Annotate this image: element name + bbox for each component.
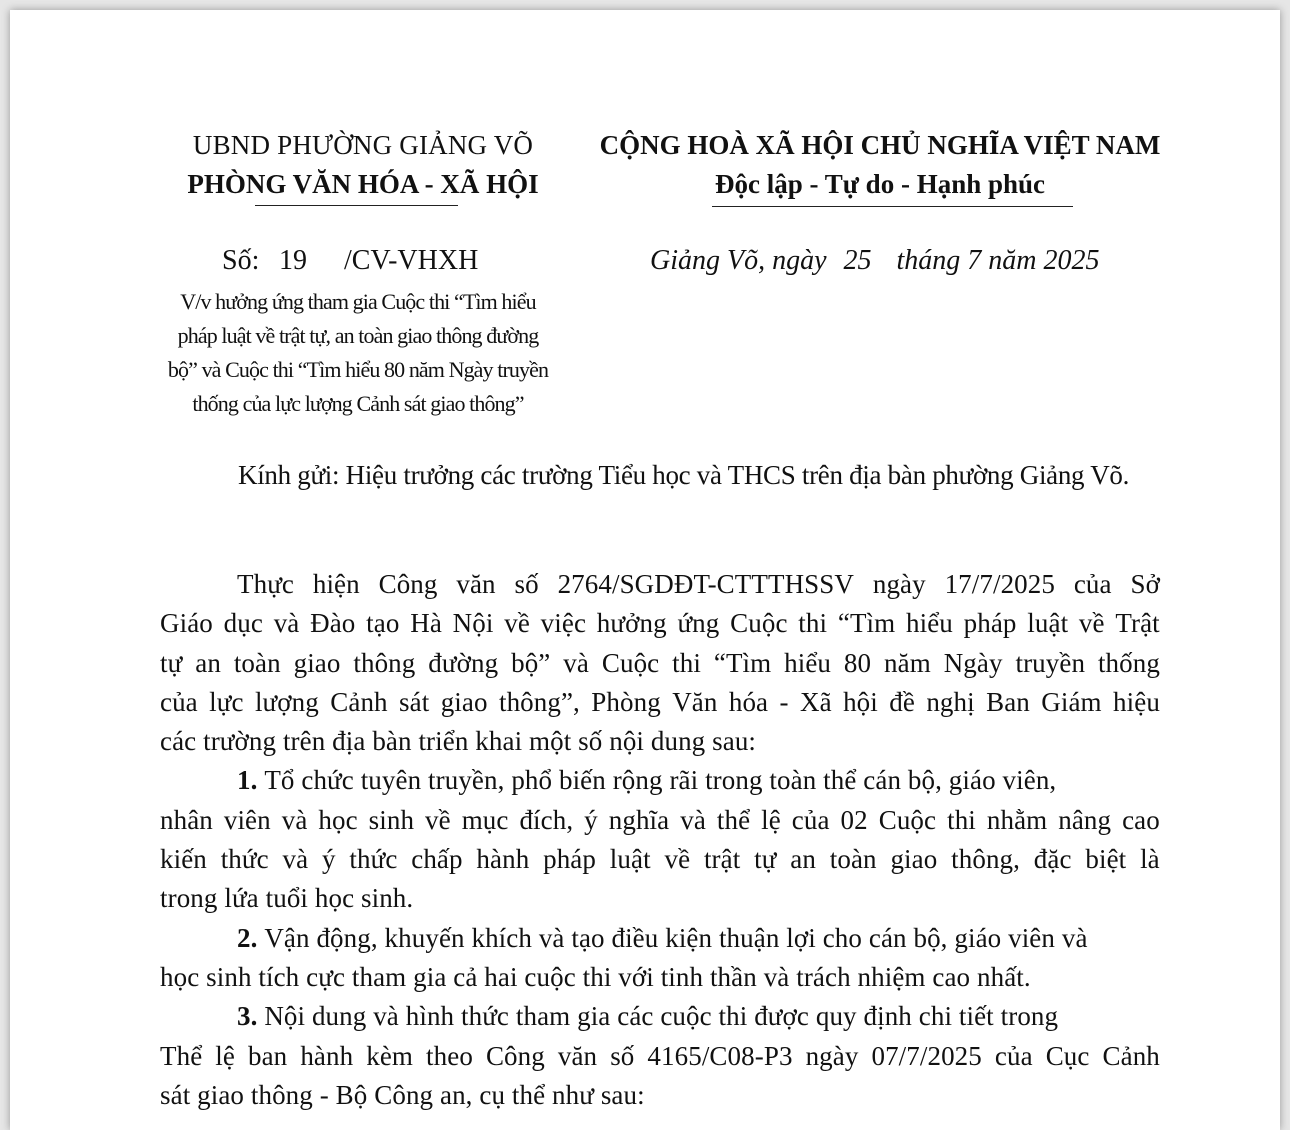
word: ứng — [677, 608, 720, 639]
reference-number: 19 — [279, 245, 307, 276]
word: về — [425, 804, 451, 835]
word: sát — [399, 686, 430, 717]
word: an — [790, 844, 816, 875]
word: nghị — [926, 686, 975, 717]
word: Công — [378, 569, 438, 599]
document-body — [160, 565, 1160, 1115]
recipient-line: Kính gửi: Hiệu trưởng các trường Tiểu học và THCS trên địa bàn phường Giảng Võ. — [238, 460, 1130, 490]
subject-line: pháp luật về trật tự, an toàn giao thông đường — [177, 323, 539, 348]
word: Cuộc — [601, 647, 660, 678]
body-line — [160, 1037, 1160, 1076]
word: đường — [428, 647, 499, 678]
word: Cuộc — [878, 804, 937, 835]
word: và — [282, 844, 309, 875]
word: pháp — [963, 608, 1017, 639]
body-line — [160, 683, 1160, 722]
word: giao — [890, 844, 938, 875]
word: của — [994, 1040, 1033, 1071]
word: thông — [353, 647, 416, 678]
word: nhằm — [986, 804, 1048, 835]
word: hành — [300, 1040, 354, 1071]
word: ngày — [872, 569, 926, 599]
word: - — [779, 686, 789, 717]
word: giao — [440, 686, 488, 717]
word: số — [514, 569, 539, 599]
word: đề — [889, 686, 915, 717]
item-2-first-line — [160, 919, 1160, 958]
word: lệ — [215, 1040, 235, 1071]
department-underline — [255, 205, 458, 206]
body-line: Tổ chức tuyên truyền, phổ biến rộng rãi trong toàn thể cán bộ, giáo viên, — [264, 765, 1057, 796]
word: đặc — [1033, 844, 1072, 875]
word: Giáo — [160, 608, 213, 639]
word: Cục — [1045, 1040, 1090, 1071]
subject-line: V/v hưởng ứng tham gia Cuộc thi “Tìm hiểu — [180, 289, 536, 314]
subject-block — [135, 285, 581, 421]
word: Giám — [1041, 686, 1102, 717]
subject-line: thống của lực lượng Cảnh sát giao thông” — [192, 391, 524, 416]
word: ý — [584, 804, 598, 835]
word: Công — [485, 1040, 545, 1071]
document-page — [10, 10, 1280, 1130]
word: chấp — [411, 844, 463, 875]
subject-line: bộ” và Cuộc thi “Tìm hiểu 80 năm Ngày truyền — [167, 357, 549, 382]
word: thi — [672, 647, 701, 678]
body-line — [160, 801, 1160, 840]
item-3-first-line — [160, 997, 1160, 1036]
issuing-authority: UBND PHƯỜNG GIẢNG VÕ — [192, 130, 534, 160]
word: trật — [703, 844, 741, 875]
word: toàn — [233, 647, 281, 678]
word: là — [1140, 844, 1160, 875]
word: hiện — [312, 569, 360, 599]
word: và — [273, 608, 300, 639]
word: Cuộc — [730, 608, 788, 639]
item-1-first-line — [160, 761, 1160, 800]
word: sinh — [368, 804, 415, 835]
word: dục — [223, 608, 263, 639]
word: Hà — [410, 608, 442, 639]
word: Ban — [986, 686, 1030, 717]
word: lực — [209, 686, 244, 717]
word: Xã — [800, 686, 832, 717]
national-title: CỘNG HOÀ XÃ HỘI CHỦ NGHĨA VIỆT NAM — [599, 130, 1161, 160]
word: Phòng — [591, 686, 661, 717]
body-line: các trường trên địa bàn triển khai một số nội dung sau: — [160, 726, 757, 757]
word: nhân — [160, 804, 213, 835]
body-line: Nội dung và hình thức tham gia các cuộc thi được quy định chi tiết trong — [264, 1001, 1059, 1032]
date-prefix: Giảng Võ, ngày — [650, 245, 827, 276]
issuing-department: PHÒNG VĂN HÓA - XÃ HỘI — [187, 169, 539, 199]
body-line: trong lứa tuổi học sinh. — [160, 883, 414, 914]
word: 17/7/2025 — [944, 569, 1055, 599]
word: Cảnh — [330, 686, 388, 717]
word: biệt — [1085, 844, 1127, 875]
word: của — [791, 804, 830, 835]
body-line: Vận động, khuyến khích và tạo điều kiện thuận lợi cho cán bộ, giáo viên và — [264, 922, 1088, 953]
word: Sở — [1130, 569, 1160, 599]
word: nghĩa — [608, 804, 670, 835]
word: thể — [716, 804, 751, 835]
word: cao — [1122, 804, 1160, 835]
reference-label: Số: — [222, 245, 260, 276]
word: và — [281, 804, 308, 835]
word: “Tìm — [713, 647, 772, 678]
word: 2764/SGDĐT-CTTTHSSV — [557, 569, 854, 599]
word: Nội — [452, 608, 494, 639]
word: đích, — [519, 804, 574, 835]
word: số — [610, 1040, 635, 1071]
word: văn — [557, 1040, 598, 1071]
word: Trật — [1115, 608, 1160, 639]
word: thức — [349, 844, 398, 875]
word: Cảnh — [1102, 1040, 1160, 1071]
word: ý — [322, 844, 336, 875]
word: và — [563, 647, 589, 678]
word: hội — [843, 686, 878, 717]
word: văn — [456, 569, 496, 599]
word: hóa — [728, 686, 769, 717]
word: 4165/C08-P3 — [647, 1040, 793, 1071]
word: tự — [754, 844, 777, 875]
word: Thể — [160, 1040, 203, 1071]
word: viên — [223, 804, 271, 835]
word: truyền — [1015, 647, 1086, 678]
word: kèm — [366, 1040, 414, 1071]
word: năm — [884, 647, 931, 678]
word: pháp — [543, 844, 596, 875]
word: ngày — [805, 1040, 859, 1071]
word: Ngày — [943, 647, 1003, 678]
word: Đào — [310, 608, 356, 639]
word: hiệu — [1113, 686, 1160, 717]
motto-underline — [712, 206, 1073, 207]
item-2-number: 2. — [237, 922, 258, 953]
word: và — [680, 804, 706, 835]
word: thông, — [951, 844, 1020, 875]
word: thống — [1097, 647, 1160, 678]
word: hiểu — [784, 647, 832, 678]
word: kiến — [160, 844, 207, 875]
word: toàn — [829, 844, 877, 875]
word: lệ — [761, 804, 781, 835]
word: mục — [461, 804, 509, 835]
word: thi — [798, 608, 828, 639]
word: tự — [160, 647, 183, 678]
word: việc — [540, 608, 587, 639]
date-month-year: tháng 7 năm 2025 — [896, 245, 1100, 276]
word: nâng — [1058, 804, 1112, 835]
word: về — [664, 844, 691, 875]
word: 80 — [843, 647, 872, 678]
word: thi — [947, 804, 976, 835]
item-3-number: 3. — [237, 1001, 258, 1032]
word: Thực — [237, 569, 295, 599]
body-line — [160, 644, 1160, 683]
word: về — [1078, 608, 1105, 639]
word: luật — [609, 844, 651, 875]
document-date — [650, 245, 1100, 277]
word: hành — [476, 844, 530, 875]
word: bộ” — [511, 647, 551, 678]
word: giao — [293, 647, 341, 678]
item-1-number: 1. — [237, 765, 258, 796]
word: ban — [248, 1040, 288, 1071]
word: an — [195, 647, 221, 678]
word: 07/7/2025 — [871, 1040, 982, 1071]
reference-code: /CV-VHXH — [344, 245, 479, 276]
word: của — [1073, 569, 1112, 599]
word: hưởng — [596, 608, 667, 639]
word: của — [160, 686, 198, 717]
word: “Tìm — [837, 608, 896, 639]
word: thức — [220, 844, 269, 875]
body-line — [160, 840, 1160, 879]
word: Văn — [672, 686, 718, 717]
body-line: học sinh tích cực tham gia cả hai cuộc thi với tinh thần và trách nhiệm cao nhất. — [160, 961, 1031, 992]
word: thông”, — [498, 686, 580, 717]
body-line — [160, 604, 1160, 643]
word: 02 — [840, 804, 868, 835]
word: hiểu — [906, 608, 953, 639]
word: tạo — [366, 608, 400, 639]
national-motto: Độc lập - Tự do - Hạnh phúc — [714, 169, 1046, 199]
word: lượng — [254, 686, 319, 717]
word: theo — [426, 1040, 473, 1071]
word: học — [318, 804, 358, 835]
body-line — [160, 565, 1160, 604]
word: luật — [1027, 608, 1069, 639]
word: về — [504, 608, 530, 639]
body-line: sát giao thông - Bộ Công an, cụ thể như sau: — [160, 1079, 645, 1110]
date-day: 25 — [843, 245, 872, 276]
